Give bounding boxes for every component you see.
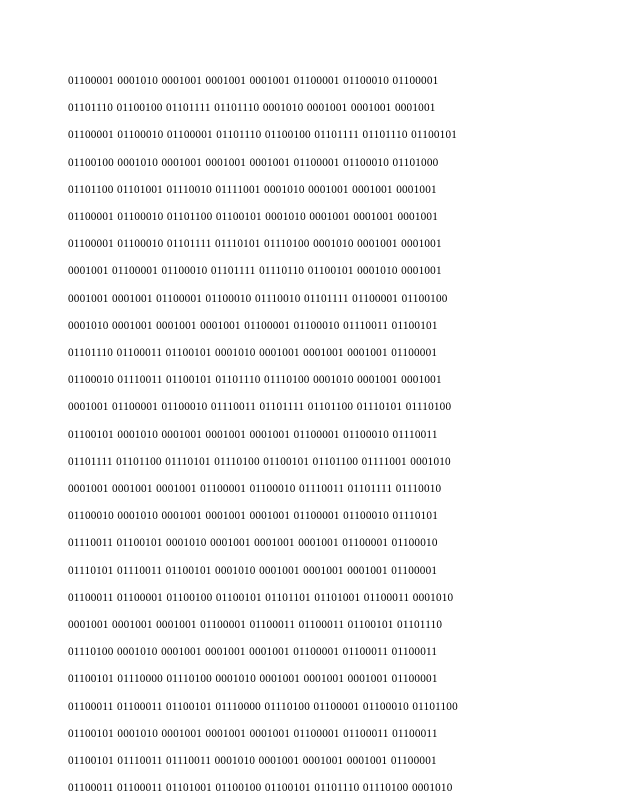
binary-text-body: [68, 68, 560, 802]
binary-line: 01101110 01100011 01100101 0001010 0001001 0001001 0001001 01100001: [68, 347, 438, 360]
binary-line: 01100001 01100010 01100001 01101110 01100100 01101111 01101110 01100101: [68, 129, 458, 142]
binary-line: 01110100 0001010 0001001 0001001 0001001 01100001 01100011 01100011: [68, 646, 438, 659]
binary-line: 01101100 01101001 01110010 01111001 0001010 0001001 0001001 0001001: [68, 183, 437, 196]
binary-line: 0001010 0001001 0001001 0001001 01100001 01100010 01110011 01100101: [68, 319, 438, 332]
binary-line: 01100100 0001010 0001001 0001001 0001001 01100001 01100010 01101000: [68, 156, 439, 169]
binary-line: 01110101 01110011 01100101 0001010 0001001 0001001 0001001 01100001: [68, 564, 438, 577]
binary-line: 0001001 0001001 01100001 01100010 01110010 01101111 01100001 01100100: [68, 292, 448, 305]
binary-line: 0001001 0001001 0001001 01100001 01100011 01100011 01100101 01101110: [68, 619, 443, 632]
binary-line: 01100001 01100010 01101100 01100101 0001010 0001001 0001001 0001001: [68, 211, 439, 224]
binary-line: 01101110 01100100 01101111 01101110 0001010 0001001 0001001 0001001: [68, 102, 436, 115]
binary-line: 01100001 0001010 0001001 0001001 0001001 01100001 01100010 01100001: [68, 75, 439, 87]
binary-line: 01100101 0001010 0001001 0001001 0001001 01100001 01100011 01100011: [68, 727, 438, 740]
binary-line: 0001001 01100001 01100010 01110011 01101111 01101100 01110101 01110100: [68, 401, 452, 414]
binary-line: 01100011 01100011 01100101 01110000 01110100 01100001 01100010 01101100: [68, 700, 458, 713]
binary-line: 01110011 01100101 0001010 0001001 0001001 0001001 01100001 01100010: [68, 537, 438, 550]
binary-line: 01100101 0001010 0001001 0001001 0001001 01100001 01100010 01110011: [68, 428, 438, 441]
binary-line: 01101111 01101100 01110101 01110100 01100101 01101100 01111001 0001010: [68, 455, 451, 468]
binary-line: 01100011 01100011 01101001 01100100 01100101 01101110 01110100 0001010: [68, 782, 453, 795]
binary-line: 01100010 01110011 01100101 01101110 01110100 0001010 0001001 0001001: [68, 374, 442, 387]
binary-line: 01100001 01100010 01101111 01110101 01110100 0001010 0001001 0001001: [68, 238, 442, 251]
binary-line: 01100010 0001010 0001001 0001001 0001001 01100001 01100010 01110101: [68, 510, 439, 523]
binary-line: 0001001 0001001 0001001 01100001 01100010 01110011 01101111 01110010: [68, 483, 442, 496]
binary-line: 01100011 01100001 01100100 01100101 01101101 01101001 01100011 0001010: [68, 591, 454, 604]
binary-line: 01100101 01110000 01110100 0001010 0001001 0001001 0001001 01100001: [68, 673, 438, 686]
binary-line: 01100101 01110011 01110011 0001010 0001001 0001001 0001001 01100001: [68, 755, 437, 768]
binary-line: 0001001 01100001 01100010 01101111 01110110 01100101 0001010 0001001: [68, 265, 442, 278]
